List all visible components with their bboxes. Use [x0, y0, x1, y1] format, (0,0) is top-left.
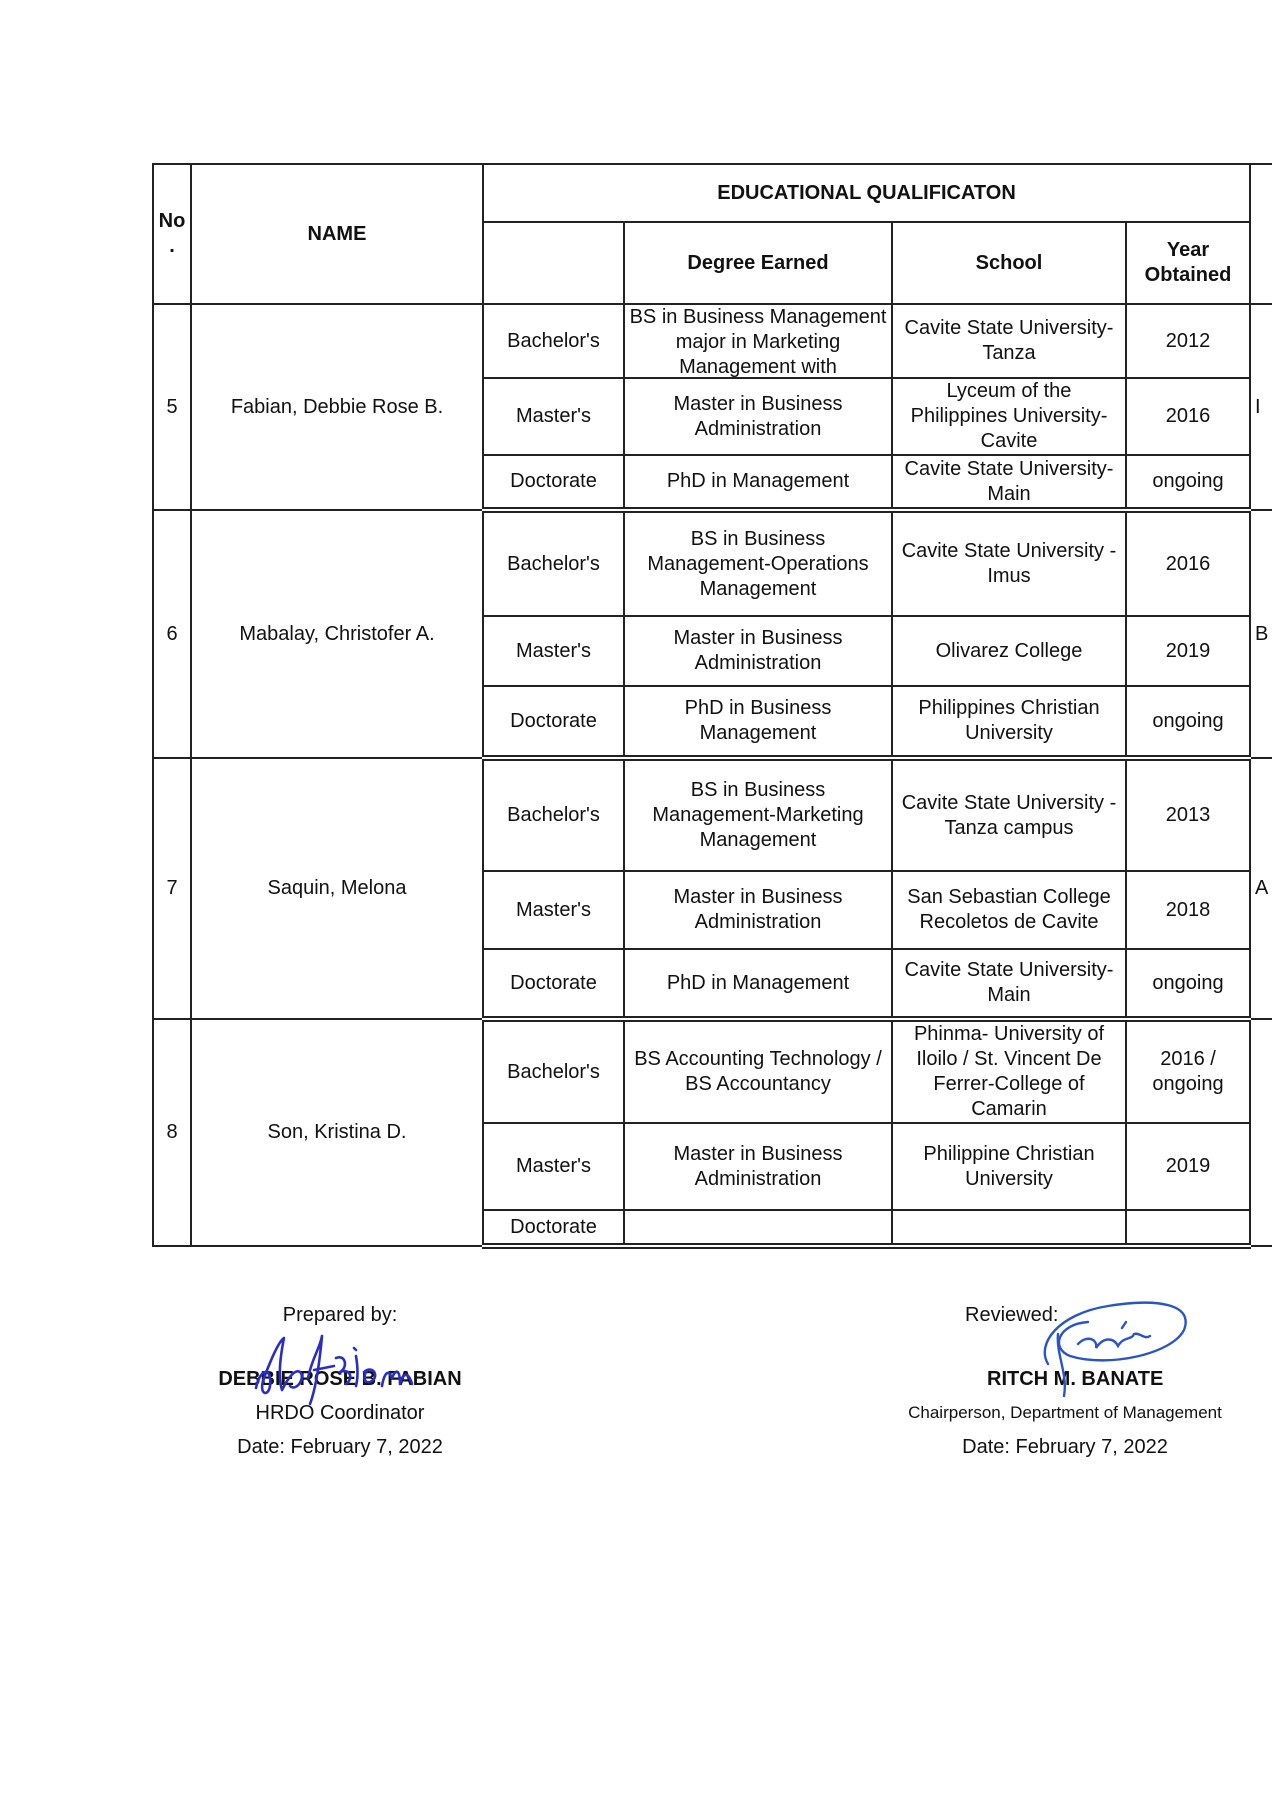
header-degree: Degree Earned	[624, 222, 892, 304]
reviewed-date: Date: February 7, 2022	[962, 1436, 1168, 1458]
prepared-label: Prepared by:	[282, 1304, 398, 1326]
table-row	[153, 304, 1272, 378]
degree-year: 2016 / ongoing	[1126, 1019, 1250, 1123]
row-no: 7	[153, 758, 191, 1019]
degree-school: Lyceum of the Philippines University-Cavite	[892, 378, 1126, 455]
header-name: NAME	[191, 164, 483, 304]
degree-school: Cavite State University-Tanza	[892, 304, 1126, 378]
degree-school: Cavite State University-Main	[892, 949, 1126, 1019]
degree-year: ongoing	[1126, 949, 1250, 1019]
degree-year: 2019	[1126, 1123, 1250, 1210]
degree-year: ongoing	[1126, 455, 1250, 510]
degree-year: 2016	[1126, 378, 1250, 455]
header-extra	[1250, 164, 1272, 304]
row-name: Fabian, Debbie Rose B.	[191, 304, 483, 510]
degree-level: Bachelor's	[483, 1019, 624, 1123]
row-no: 5	[153, 304, 191, 510]
degree-earned: Master in Business Administration	[624, 871, 892, 949]
degree-earned: PhD in Business Management	[624, 686, 892, 758]
degree-school: Phinma- University of Iloilo / St. Vincent De Ferrer-College of Camarin	[892, 1019, 1126, 1123]
degree-school	[892, 1210, 1126, 1246]
table-row	[153, 1019, 1272, 1123]
degree-school: San Sebastian College Recoletos de Cavite	[892, 871, 1126, 949]
degree-level: Master's	[483, 616, 624, 686]
degree-school: Philippine Christian University	[892, 1123, 1126, 1210]
row-name: Saquin, Melona	[191, 758, 483, 1019]
reviewed-signature	[1018, 1284, 1198, 1404]
degree-earned: BS in Business Management-Operations Management	[624, 510, 892, 616]
degree-year: 2013	[1126, 758, 1250, 871]
header-no: No .	[153, 164, 191, 304]
degree-school: Olivarez College	[892, 616, 1126, 686]
row-extra: B	[1250, 510, 1272, 758]
degree-year	[1126, 1210, 1250, 1246]
degree-earned: BS in Business Management major in Marketing Management with	[624, 304, 892, 378]
degree-year: 2018	[1126, 871, 1250, 949]
row-extra	[1250, 1019, 1272, 1246]
table-row	[153, 510, 1272, 616]
degree-level: Bachelor's	[483, 304, 624, 378]
degree-level: Doctorate	[483, 1210, 624, 1246]
header-year: Year Obtained	[1126, 222, 1250, 304]
degree-school: Cavite State University-Main	[892, 455, 1126, 510]
degree-earned	[624, 1210, 892, 1246]
header-level	[483, 222, 624, 304]
degree-level: Bachelor's	[483, 510, 624, 616]
row-name: Son, Kristina D.	[191, 1019, 483, 1246]
prepared-role: HRDO Coordinator	[255, 1402, 425, 1424]
degree-level: Master's	[483, 378, 624, 455]
reviewed-name: RITCH M. BANATE	[987, 1368, 1164, 1390]
degree-earned: Master in Business Administration	[624, 616, 892, 686]
row-no: 8	[153, 1019, 191, 1246]
degree-earned: Master in Business Administration	[624, 378, 892, 455]
degree-level: Doctorate	[483, 949, 624, 1019]
degree-earned: BS in Business Management-Marketing Management	[624, 758, 892, 871]
degree-year: ongoing	[1126, 686, 1250, 758]
degree-school: Cavite State University - Imus	[892, 510, 1126, 616]
header-school: School	[892, 222, 1126, 304]
degree-level: Doctorate	[483, 686, 624, 758]
prepared-date: Date: February 7, 2022	[237, 1436, 443, 1458]
degree-earned: PhD in Management	[624, 949, 892, 1019]
degree-level: Master's	[483, 1123, 624, 1210]
reviewed-label: Reviewed:	[965, 1304, 1059, 1326]
row-extra: A	[1250, 758, 1272, 1019]
row-no: 6	[153, 510, 191, 758]
prepared-name: DEBBIE ROSE B. FABIAN	[218, 1368, 462, 1390]
degree-level: Doctorate	[483, 455, 624, 510]
degree-year: 2019	[1126, 616, 1250, 686]
reviewed-role: Chairperson, Department of Management	[908, 1403, 1222, 1422]
degree-earned: Master in Business Administration	[624, 1123, 892, 1210]
qualifications-table	[152, 163, 1272, 1249]
row-extra: I	[1250, 304, 1272, 510]
degree-level: Bachelor's	[483, 758, 624, 871]
degree-year: 2012	[1126, 304, 1250, 378]
header-educational-qualification: EDUCATIONAL QUALIFICATON	[483, 164, 1250, 222]
degree-school: Cavite State University - Tanza campus	[892, 758, 1126, 871]
prepared-signature	[250, 1328, 420, 1408]
table-row	[153, 758, 1272, 871]
degree-year: 2016	[1126, 510, 1250, 616]
degree-earned: BS Accounting Technology / BS Accountancy	[624, 1019, 892, 1123]
degree-earned: PhD in Management	[624, 455, 892, 510]
degree-school: Philippines Christian University	[892, 686, 1126, 758]
row-name: Mabalay, Christofer A.	[191, 510, 483, 758]
degree-level: Master's	[483, 871, 624, 949]
